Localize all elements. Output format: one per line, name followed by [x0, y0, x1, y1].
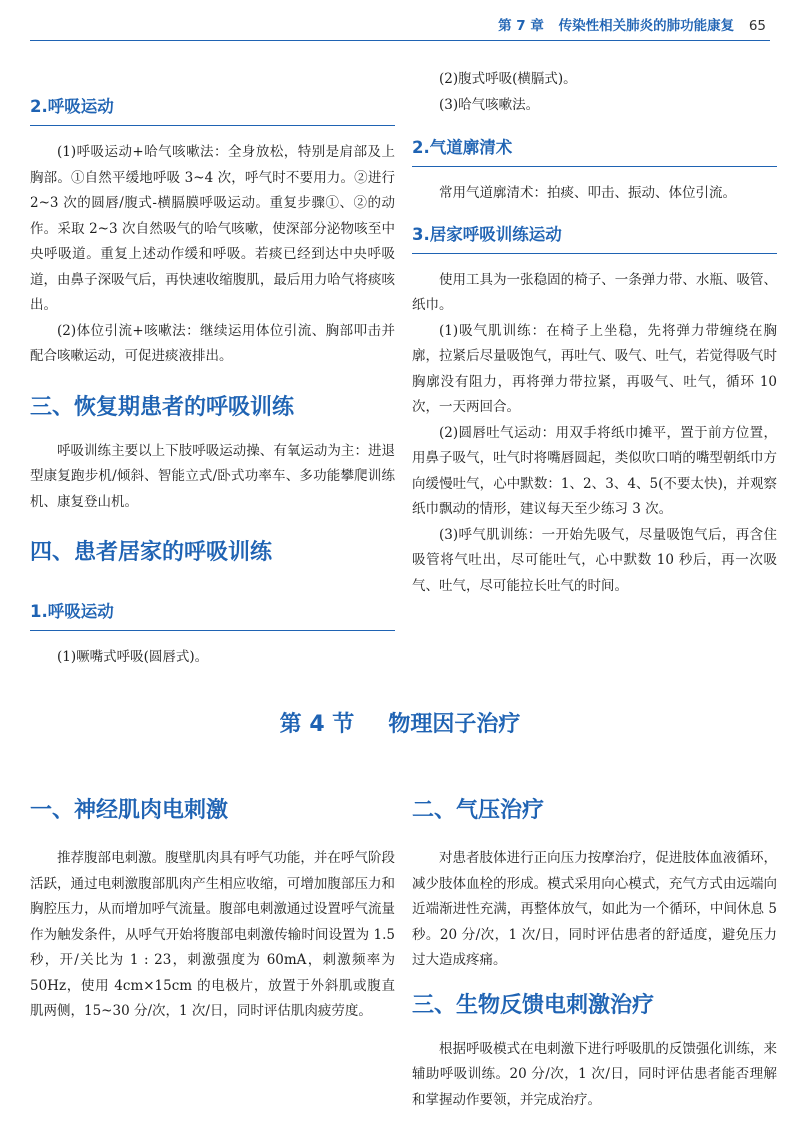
- left-column-top: [30, 93, 395, 671]
- paragraph-postural-drainage: (2)体位引流+咳嗽法：继续运用体位引流、胸部叩击并配合咳嗽运动，可促进痰液排出。: [30, 322, 395, 364]
- right-column-bottom: [412, 793, 777, 1113]
- paragraph-abdominal-breathing: (2)腹式呼吸(横膈式)。: [439, 71, 577, 87]
- left-column-bottom: [30, 793, 395, 1025]
- paragraph-neuromuscular-stimulation: 推荐腹部电刺激。腹壁肌肉具有呼气功能，并在呼气阶段活跃，通过电刺激腹部肌肉产生相应收缩，可增加腹部压力和胸腔压力，从而增加呼气流量。腹部电刺激通过设置呼气流量作为触发条件，从呼气开始将腹部电刺激传输时间设置为 1.5 秒，开/关比为 1 : 23，刺激强度为 60mA，刺激频率为 50Hz，使用 4cm×15cm 的电极片，放置于外斜肌或腹直肌两侧，15~30 分/次，1 次/日，同时评估肌肉疲劳度。: [30, 850, 395, 1019]
- heading-home-breathing-training: 3.居家呼吸训练运动: [412, 221, 777, 254]
- paragraph-expiratory-training: (3)呼气肌训练：一开始先吸气，尽量吸饱气后，再含住吸管将气吐出，尽可能吐气，心中默数 10 秒后，再一次吸气、吐气，尽可能拉长吐气的时间。: [412, 526, 777, 594]
- paragraph-pursed-lip-exhale: (2)圆唇吐气运动：用双手将纸巾摊平，置于前方位置，用鼻子吸气，吐气时将嘴唇圆起，类似吹口哨的嘴型朝纸巾方向缓慢吐气，心中默数：1、2、3、4、5(不要太快)，并观察纸巾飘动的情形，建议每天至少练习 3 次。: [412, 424, 777, 517]
- chapter-number: 第 7 章: [498, 18, 544, 34]
- section-title: [0, 707, 800, 738]
- heading-airway-clearance: 2.气道廓清术: [412, 134, 777, 167]
- paragraph-pursed-lip: (1)噘嘴式呼吸(圆唇式)。: [57, 649, 209, 665]
- page-number: 65: [748, 18, 766, 34]
- paragraph-huff-cough: (3)哈气咳嗽法。: [439, 96, 540, 113]
- heading-breathing-exercise: 2.呼吸运动: [30, 93, 395, 126]
- right-column-top: [412, 67, 777, 599]
- paragraph-biofeedback: 根据呼吸模式在电刺激下进行呼吸肌的反馈强化训练，来辅助呼吸训练。20 分/次，1 次/日，同时评估患者能否理解和掌握动作要领，并完成治疗。: [412, 1040, 777, 1108]
- paragraph-airway-clearance: 常用气道廓清术：拍痰、叩击、振动、体位引流。: [439, 185, 736, 201]
- heading-breathing-exercise-home: 1.呼吸运动: [30, 598, 395, 631]
- paragraph-pneumatic-compression: 对患者肢体进行正向压力按摩治疗，促进肢体血液循环，减少肢体血栓的形成。模式采用向心模式，充气方式由远端向近端渐进性充满，再整体放气，如此为一个循环，中间休息 5 秒。20 分/次，1 次/日，同时评估患者的舒适度，避免压力过大造成疼痛。: [412, 850, 777, 968]
- heading-biofeedback: 三、生物反馈电刺激治疗: [412, 992, 655, 1018]
- heading-neuromuscular-stimulation: 一、神经肌肉电刺激: [30, 798, 229, 823]
- paragraph-inspiratory-training: (1)吸气肌训练：在椅子上坐稳，先将弹力带缠绕在胸廓，拉紧后尽量吸饱气，再吐气、吸气、吐气，若觉得吸气时胸廓没有阻力，再将弹力带拉紧，再吸气、吐气，循环 10 次，一天两回合。: [412, 322, 777, 415]
- paragraph-recovery-training: 呼吸训练主要以上下肢呼吸运动操、有氧运动为主：进退型康复跑步机/倾斜、智能立式/卧式功率车、多功能攀爬训练机、康复登山机。: [30, 442, 395, 510]
- header-rule: [30, 40, 770, 41]
- section-number: 第 4 节: [279, 712, 355, 737]
- chapter-title: 传染性相关肺炎的肺功能康复: [558, 18, 735, 34]
- heading-pneumatic-compression: 二、气压治疗: [412, 798, 545, 823]
- heading-recovery-training: 三、恢复期患者的呼吸训练: [30, 394, 295, 420]
- paragraph-breathing-huff: (1)呼吸运动+哈气咳嗽法：全身放松，特别是肩部及上胸部。①自然平缓地呼吸 3~4 次，呼气时不要用力。②进行 2~3 次的圆唇/腹式-横膈膜呼吸运动。重复步骤①、②的动作。采取 2~3 次自然吸气的哈气咳嗽，使深部分泌物咳至中央呼吸道。重复上述动作缓和呼吸。若痰已经到达中央呼吸道，由鼻子深吸气后，再快速收缩腹肌，最后用力哈气将痰咳出。: [30, 144, 395, 313]
- paragraph-tools: 使用工具为一张稳固的椅子、一条弹力带、水瓶、吸管、纸巾。: [412, 271, 777, 313]
- heading-home-training: 四、患者居家的呼吸训练: [30, 540, 273, 565]
- section-name: 物理因子治疗: [388, 712, 521, 737]
- running-header: [488, 14, 766, 34]
